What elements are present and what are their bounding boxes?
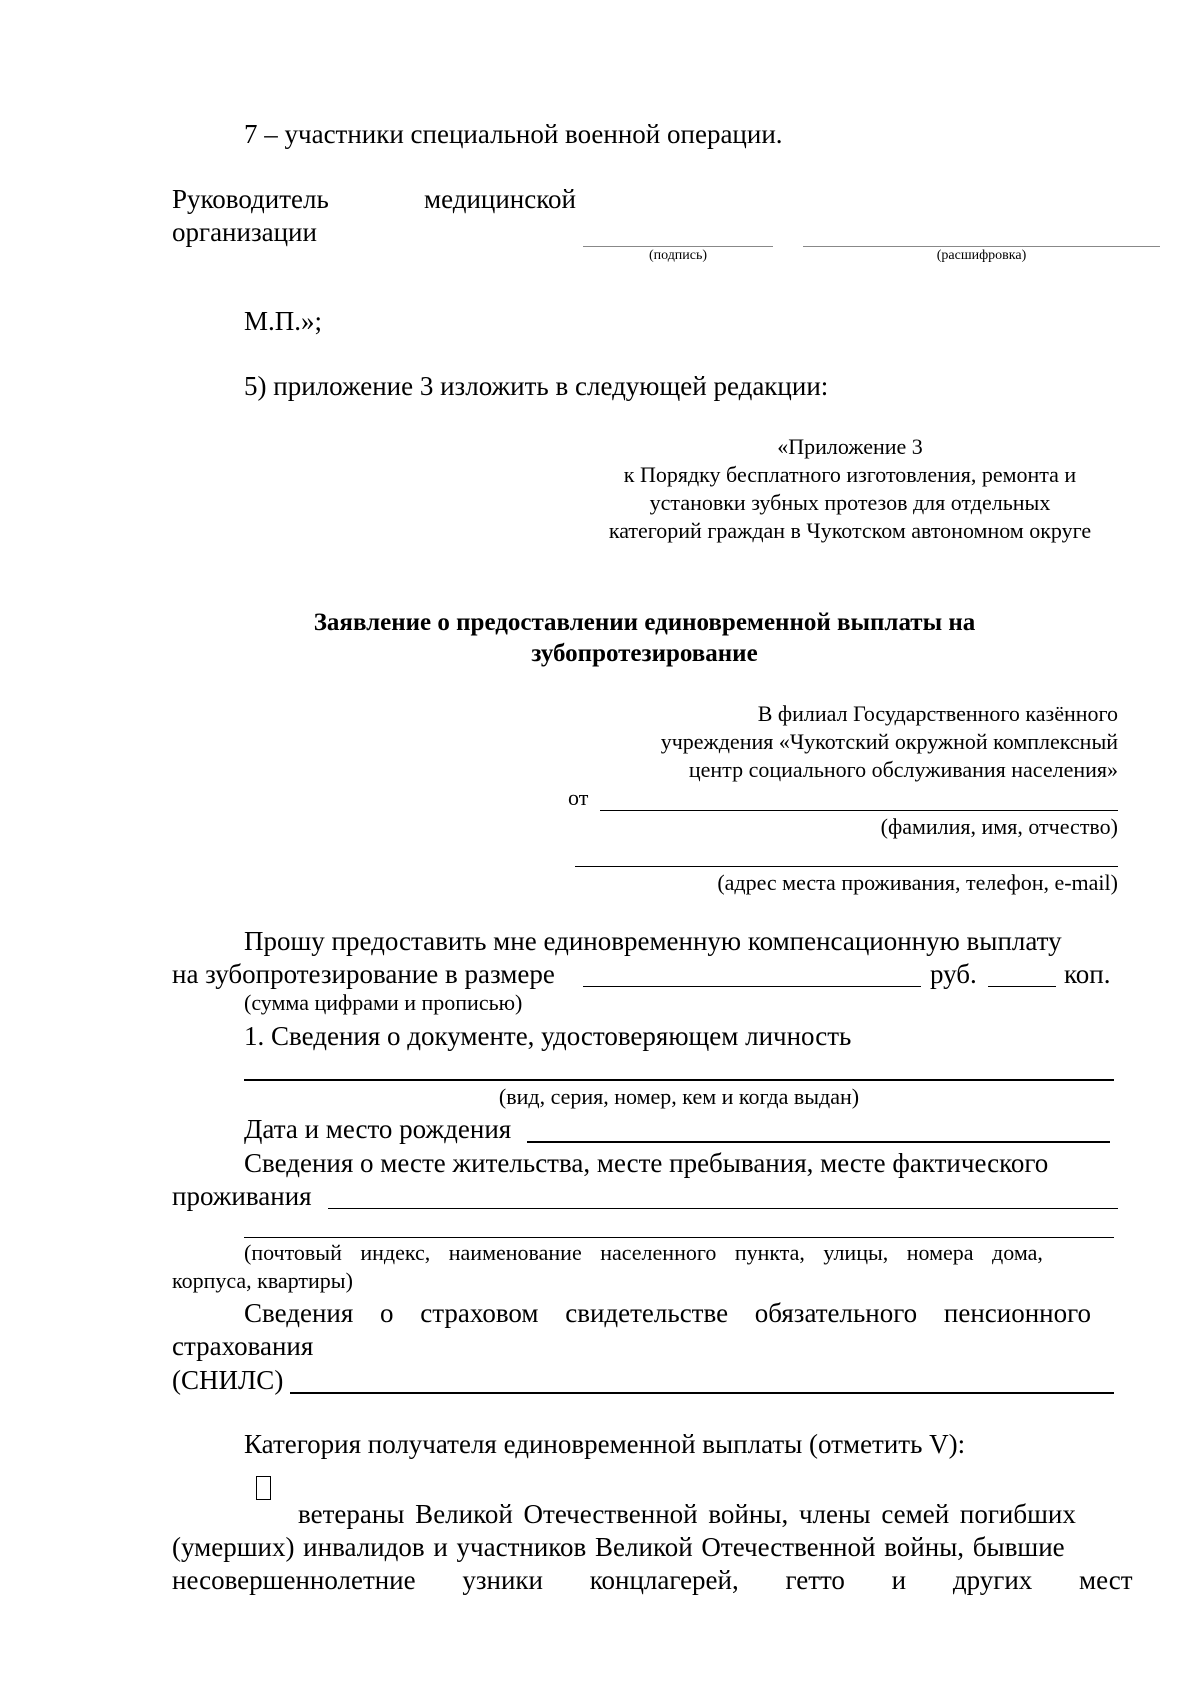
birth-line[interactable]	[527, 1141, 1110, 1143]
residence-line-1: Сведения о месте жительства, месте пребывания, месте фактического	[244, 1148, 1049, 1178]
amount-rub-line[interactable]	[583, 986, 921, 987]
from-label: от	[568, 785, 589, 810]
appendix-line-4: категорий граждан в Чукотском автономном округе	[608, 518, 1092, 543]
signer-role-word-1: Руководитель	[172, 184, 329, 214]
signature-caption: (подпись)	[648, 248, 708, 263]
rub-label: руб.	[930, 959, 977, 989]
kop-label: коп.	[1064, 959, 1111, 989]
identity-document-caption: (вид, серия, номер, кем и когда выдан)	[498, 1084, 860, 1109]
residence-line-2: проживания	[172, 1181, 312, 1211]
birth-label: Дата и место рождения	[244, 1114, 512, 1144]
appendix-line-2: к Порядку бесплатного изготовления, ремонта и	[623, 462, 1077, 487]
residence-input-line-2[interactable]	[244, 1237, 1114, 1238]
category-item-1-line-2: (умерших) инвалидов и участников Великой Отечественной войны, бывшие	[172, 1532, 1065, 1562]
residence-caption-2: корпуса, квартиры)	[172, 1268, 353, 1293]
document-title-line-2: зубопротезирование	[531, 640, 758, 667]
decoding-caption: (расшифровка)	[936, 248, 1027, 263]
signer-role-word-3: организации	[172, 217, 317, 247]
snils-line-3: (СНИЛС)	[172, 1365, 284, 1395]
signer-role-word-2: медицинской	[424, 184, 576, 214]
snils-input-line[interactable]	[290, 1392, 1114, 1394]
document-title-line-1: Заявление о предоставлении единовременной выплаты на	[313, 609, 976, 636]
category-item-1-line-3: несовершеннолетние узники концлагерей, гетто и других мест	[172, 1565, 1133, 1595]
residence-input-line-1[interactable]	[328, 1208, 1118, 1209]
appendix-line-1: «Приложение 3	[777, 434, 923, 459]
category-heading: Категория получателя единовременной выплаты (отметить V):	[244, 1429, 966, 1459]
addressee-line-2: учреждения «Чукотский окружной комплексный	[660, 729, 1118, 754]
request-line-1: Прошу предоставить мне единовременную компенсационную выплату	[244, 926, 1062, 956]
addressee-line-1: В филиал Государственного казённого	[757, 701, 1118, 726]
signature-line	[583, 246, 773, 247]
amount-kop-line[interactable]	[988, 986, 1056, 987]
amendment-text: 5) приложение 3 изложить в следующей редакции:	[244, 371, 829, 401]
applicant-address-line[interactable]	[575, 866, 1118, 867]
applicant-address-caption: (адрес места проживания, телефон, e-mail)	[717, 870, 1118, 895]
residence-caption-1: (почтовый индекс, наименование населенного пункта, улицы, номера дома,	[244, 1240, 1043, 1265]
identity-document-line[interactable]	[244, 1079, 1114, 1081]
sum-caption: (сумма цифрами и прописью)	[244, 990, 523, 1015]
addressee-line-3: центр социального обслуживания населения»	[688, 757, 1118, 782]
category-item-1-line-1: ветераны Великой Отечественной войны, члены семей погибших	[298, 1499, 1076, 1529]
applicant-name-line[interactable]	[600, 810, 1118, 811]
snils-line-2: страхования	[172, 1331, 314, 1361]
applicant-name-caption: (фамилия, имя, отчество)	[880, 814, 1118, 839]
appendix-line-3: установки зубных протезов для отдельных	[649, 490, 1051, 515]
decoding-line	[803, 246, 1160, 247]
category-checkbox-1[interactable]	[256, 1476, 271, 1500]
identity-heading: 1. Сведения о документе, удостоверяющем личность	[244, 1021, 852, 1051]
request-line-2-prefix: на зубопротезирование в размере	[172, 959, 555, 989]
stamp-text: М.П.»;	[244, 306, 323, 336]
snils-line-1: Сведения о страховом свидетельстве обязательного пенсионного	[244, 1298, 1092, 1328]
item-7-text: 7 – участники специальной военной операции.	[244, 119, 783, 149]
